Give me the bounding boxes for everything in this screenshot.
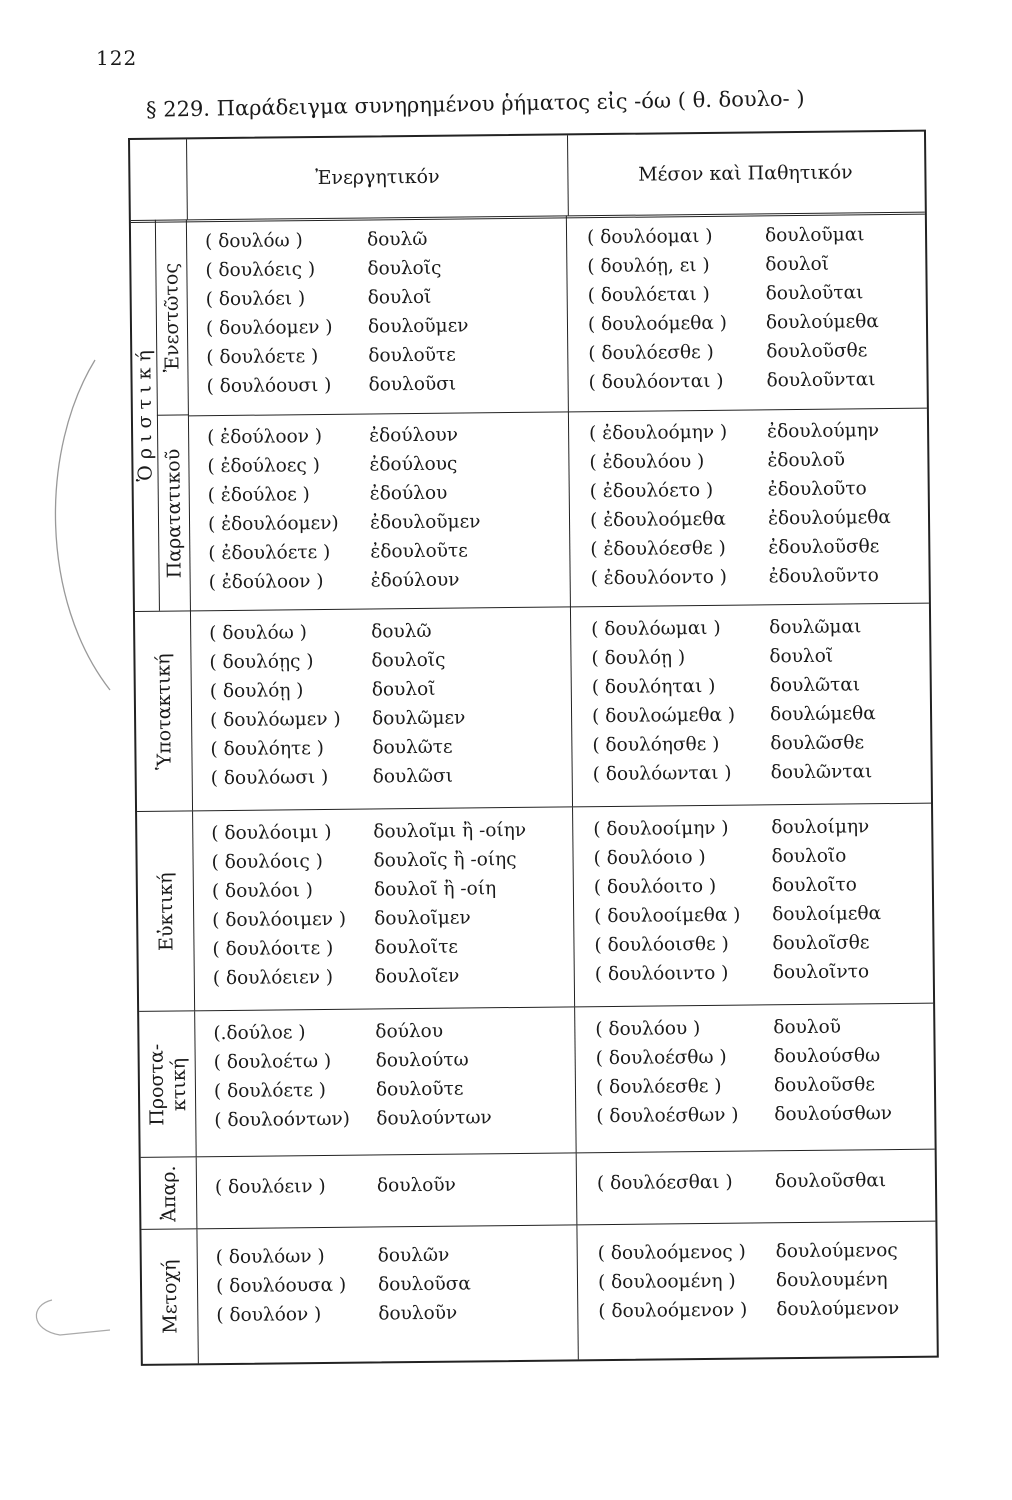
imperative-active <box>195 1007 576 1156</box>
present-label: Ἐνεστῶτος <box>159 262 183 372</box>
form-row <box>213 1019 574 1052</box>
form-row <box>212 906 573 939</box>
contracted-form: ἐδουλοῦντο <box>768 565 879 588</box>
uncontracted-form: ( δουλόωσι ) <box>210 766 329 790</box>
form-row <box>590 536 928 569</box>
form-row <box>216 1272 577 1305</box>
uncontracted-form: ( ἐδουλόομεν) <box>207 512 339 536</box>
form-row <box>208 539 569 572</box>
uncontracted-form: ( δουλόοιο ) <box>593 846 706 870</box>
form-row <box>210 677 571 710</box>
optative-middle-passive <box>573 804 933 1007</box>
uncontracted-form: ( δουλόοιτο ) <box>593 875 717 899</box>
uncontracted-form: ( δουλοώμεθα ) <box>591 704 736 728</box>
form-row <box>214 1048 575 1081</box>
contracted-form: δουλούμενος <box>775 1240 898 1263</box>
form-row <box>207 423 568 456</box>
uncontracted-form: ( δουλοομένη ) <box>597 1270 736 1294</box>
uncontracted-form: ( δουλόομαι ) <box>586 225 713 249</box>
conjugation-table <box>128 130 939 1366</box>
uncontracted-form: ( δουλόοιμεν ) <box>212 908 347 932</box>
contracted-form: δουλοῖο <box>771 845 847 868</box>
contracted-form: δουλῶμεν <box>371 707 466 730</box>
imperative-middle-passive <box>575 1004 934 1153</box>
contracted-form: δουλῶται <box>769 674 861 697</box>
uncontracted-form: ( δουλόειεν ) <box>212 966 334 990</box>
uncontracted-form: ( δουλόοις ) <box>211 850 324 874</box>
page-number: 122 <box>96 46 138 70</box>
form-row <box>215 1173 576 1206</box>
form-row <box>589 449 927 482</box>
present-middle-passive <box>567 212 927 412</box>
form-row <box>596 1045 934 1078</box>
infinitive-middle-passive <box>577 1150 936 1225</box>
uncontracted-form: ( ἐδούλοον ) <box>208 570 324 594</box>
uncontracted-form: ( δουλόοιτε ) <box>212 937 334 961</box>
contracted-form: δουλοῦται <box>765 282 864 305</box>
infinitive-label: Ἀπαρ. <box>157 1164 180 1222</box>
form-row <box>592 674 930 707</box>
form-row <box>591 645 929 678</box>
uncontracted-form: ( δουλόεσθε ) <box>588 341 714 365</box>
imperfect-block <box>189 408 929 612</box>
mood-imperative <box>139 1004 934 1158</box>
uncontracted-form: ( δουλόωμαι ) <box>591 617 721 641</box>
contracted-form: δουλώμεθα <box>769 703 876 726</box>
participle-label: Μετοχή <box>158 1259 182 1334</box>
indicative-label: Ὁ ρ ι σ τ ι κ ή <box>133 349 157 482</box>
imperative-label: Προστα- κτική <box>144 1043 190 1126</box>
pencil-curve-mark <box>55 360 110 690</box>
uncontracted-form: ( δουλόησθε ) <box>592 733 720 757</box>
contracted-form: δουλοῦτε <box>375 1078 464 1101</box>
mood-indicative <box>131 212 929 612</box>
uncontracted-form: ( δουλοόντων) <box>214 1108 351 1132</box>
form-row <box>592 732 930 765</box>
contracted-form: ἐδουλούμην <box>767 420 880 443</box>
contracted-form: δουλοῦν <box>378 1302 458 1325</box>
uncontracted-form: ( δουλόετε ) <box>206 346 319 369</box>
participle-active <box>197 1225 578 1363</box>
uncontracted-form: ( δουλόων ) <box>215 1246 325 1269</box>
form-row <box>211 764 572 797</box>
uncontracted-form: ( δουλόεις ) <box>205 259 316 282</box>
form-row <box>589 420 927 453</box>
form-row <box>587 253 925 286</box>
uncontracted-form: ( ἐδουλόετε ) <box>208 541 331 565</box>
uncontracted-form: ( δουλόετε ) <box>213 1079 327 1103</box>
form-row <box>593 816 931 849</box>
form-row <box>210 735 571 768</box>
form-row <box>596 1103 934 1136</box>
form-row <box>207 452 568 485</box>
contracted-form: δουλοῦ <box>773 1016 842 1039</box>
imperfect-label: Παρατατικοῦ <box>161 448 186 579</box>
contracted-form: δουλῶ <box>371 620 432 643</box>
contracted-form: δουλοίμεθα <box>772 903 882 926</box>
uncontracted-form: ( δουλοοίμην ) <box>593 817 729 841</box>
contracted-form: δουλοῖ <box>367 286 432 309</box>
indicative-labels <box>131 219 191 611</box>
contracted-form: δουλῶμαι <box>769 616 862 639</box>
contracted-form: δουλουμένη <box>775 1269 888 1292</box>
contracted-form: δουλοῦσι <box>368 373 457 396</box>
uncontracted-form: ( ἐδούλοον ) <box>207 425 323 449</box>
header-active: Ἐνεργητικόν <box>186 135 569 219</box>
form-row <box>591 616 929 649</box>
uncontracted-form: ( δουλοέσθω ) <box>595 1046 727 1070</box>
uncontracted-form: ( δουλόῃ ) <box>209 680 304 703</box>
uncontracted-form: ( δουλοόμενος ) <box>597 1241 746 1265</box>
uncontracted-form: ( δουλοοίμεθα ) <box>594 904 741 928</box>
subjunctive-middle-passive <box>571 604 931 807</box>
contracted-form: δουλούσθω <box>773 1045 881 1068</box>
form-row <box>209 568 570 601</box>
contracted-form: δουλοῦσθε <box>773 1074 876 1097</box>
form-row <box>216 1243 577 1276</box>
contracted-form: δουλοῖ <box>769 645 834 668</box>
form-row <box>213 964 574 997</box>
contracted-form: δουλοῦμαι <box>764 224 865 247</box>
contracted-form: δουλοῦσα <box>377 1273 471 1296</box>
header-middle-passive: Μέσον καὶ Παθητικόν <box>638 161 853 186</box>
contracted-form: ἐδουλοῦτε <box>370 540 468 563</box>
subjunctive-label: Ὑποτακτική <box>151 652 176 770</box>
uncontracted-form: ( ἐδουλόεσθε ) <box>590 537 726 561</box>
contracted-form: δουλοῦν <box>376 1174 456 1197</box>
contracted-form: δουλοῖ <box>371 678 436 701</box>
optative-active <box>193 807 575 1010</box>
contracted-form: δουλῶ <box>366 228 428 251</box>
uncontracted-form: ( δουλοέτω ) <box>213 1050 332 1074</box>
mood-infinitive <box>141 1150 936 1230</box>
contracted-form: δουλοῖς <box>371 649 446 672</box>
uncontracted-form: ( δουλόῃ, ει ) <box>587 254 710 278</box>
uncontracted-form: ( δουλόω ) <box>209 622 307 645</box>
contracted-form: δουλούμενον <box>776 1297 900 1321</box>
contracted-form: δουλοῖ ἢ -οίη <box>373 878 497 901</box>
form-row <box>209 648 570 681</box>
uncontracted-form: ( δουλόηται ) <box>591 675 716 699</box>
uncontracted-form: ( δουλόοι ) <box>211 880 313 903</box>
contracted-form: δουλοῖ <box>765 253 830 276</box>
form-row <box>592 703 930 736</box>
form-row <box>588 282 926 315</box>
contracted-form: ἐδουλούμεθα <box>767 507 891 530</box>
form-row <box>593 845 931 878</box>
uncontracted-form: ( δουλόῃς ) <box>209 651 314 674</box>
imperfect-active <box>189 411 571 611</box>
uncontracted-form: ( ἐδουλόετο ) <box>589 479 714 503</box>
form-row <box>206 372 567 405</box>
contracted-form: ἐδουλοῦ <box>767 449 846 472</box>
contracted-form: δουλοῖντο <box>772 961 870 984</box>
form-row <box>595 961 933 994</box>
form-row <box>587 224 925 257</box>
uncontracted-form: ( δουλόου ) <box>595 1018 701 1041</box>
uncontracted-form: ( δουλόῃ ) <box>591 647 686 670</box>
form-row <box>210 706 571 739</box>
uncontracted-form: ( ἐδουλόοντο ) <box>590 566 728 590</box>
participle-middle-passive <box>577 1222 936 1360</box>
form-row <box>214 1106 575 1139</box>
contracted-form: δουλοῖμι ἢ -οίην <box>373 819 527 843</box>
uncontracted-form: ( δουλόον ) <box>216 1304 322 1327</box>
uncontracted-form: (.δούλοε ) <box>213 1022 306 1045</box>
contracted-form: ἐδούλου <box>369 482 448 505</box>
uncontracted-form: ( δουλόωμεν ) <box>209 708 341 732</box>
contracted-form: ἐδουλοῦμεν <box>369 511 481 534</box>
uncontracted-form: ( δουλόητε ) <box>210 737 324 761</box>
uncontracted-form: ( δουλόουσι ) <box>206 374 332 398</box>
form-row <box>588 369 926 402</box>
form-row <box>598 1269 936 1302</box>
form-row <box>588 340 926 373</box>
form-row <box>590 478 928 511</box>
uncontracted-form: ( δουλόοιντο ) <box>594 962 729 986</box>
uncontracted-form: ( δουλόεται ) <box>587 283 710 307</box>
contracted-form: δουλοίμην <box>771 816 870 839</box>
form-row <box>596 1074 934 1107</box>
form-row <box>205 256 566 289</box>
contracted-form: δουλοῖεν <box>374 965 460 988</box>
form-row <box>590 507 928 540</box>
form-row <box>598 1298 936 1331</box>
form-row <box>214 1077 575 1110</box>
uncontracted-form: ( δουλόω ) <box>204 230 303 253</box>
optative-label: Εὐκτική <box>154 871 178 951</box>
mood-participle <box>141 1222 936 1364</box>
form-row <box>205 227 566 260</box>
contracted-form: δουλοῦσθε <box>766 340 868 363</box>
pencil-bracket-mark <box>36 1300 110 1335</box>
mood-optative <box>137 804 933 1012</box>
form-row <box>216 1301 577 1334</box>
uncontracted-form: ( ἐδουλόου ) <box>589 450 705 474</box>
uncontracted-form: ( δουλόεσθαι ) <box>596 1171 733 1195</box>
form-row <box>598 1240 936 1273</box>
contracted-form: ἐδούλους <box>369 453 458 476</box>
uncontracted-form: ( δουλοόμεθα ) <box>587 312 728 336</box>
uncontracted-form: ( δουλόει ) <box>205 288 306 311</box>
form-row <box>588 311 926 344</box>
uncontracted-form: ( δουλοόμενον ) <box>598 1299 748 1323</box>
contracted-form: ἐδούλουν <box>370 569 460 592</box>
contracted-form: δουλούντων <box>376 1107 492 1130</box>
table-header <box>130 132 925 223</box>
contracted-form: δουλοῦμεν <box>367 315 469 338</box>
uncontracted-form: ( ἐδουλοόμεθα <box>589 508 726 532</box>
mood-subjunctive <box>135 604 931 812</box>
uncontracted-form: ( ἐδούλοε ) <box>207 484 310 507</box>
contracted-form: δουλοῦνται <box>766 369 876 392</box>
contracted-form: ἐδούλουν <box>369 424 459 447</box>
contracted-form: δουλῶσι <box>372 765 454 788</box>
form-row <box>208 481 569 514</box>
uncontracted-form: ( ἐδουλοόμην ) <box>589 421 728 445</box>
contracted-form: δούλου <box>375 1020 444 1043</box>
contracted-form: δουλῶνται <box>770 761 873 784</box>
form-row <box>211 848 572 881</box>
uncontracted-form: ( δουλόοιμι ) <box>211 821 332 845</box>
contracted-form: δουλοῦτε <box>368 344 456 367</box>
form-row <box>212 877 573 910</box>
section-title: § 229. Παράδειγμα συνηρημένου ῥήματος εἰς -όω ( θ. δουλο- ) <box>145 86 805 122</box>
uncontracted-form: ( δουλόεσθε ) <box>595 1075 722 1099</box>
form-row <box>595 1016 933 1049</box>
contracted-form: δουλῶσθε <box>770 732 865 755</box>
form-row <box>208 510 569 543</box>
contracted-form: δουλῶτε <box>372 736 453 759</box>
form-row <box>594 874 932 907</box>
present-block <box>187 212 927 417</box>
form-row <box>209 619 570 652</box>
form-row <box>206 343 567 376</box>
contracted-form: δουλῶν <box>377 1244 450 1267</box>
subjunctive-active <box>191 607 573 810</box>
form-row <box>212 935 573 968</box>
contracted-form: δουλοῦσθαι <box>774 1170 887 1193</box>
contracted-form: δουλοῖμεν <box>374 907 471 930</box>
uncontracted-form: ( δουλόονται ) <box>588 370 724 394</box>
uncontracted-form: ( δουλόειν ) <box>214 1175 326 1199</box>
form-row <box>593 761 931 794</box>
contracted-form: δουλοῖς ἢ -οίης <box>373 848 517 872</box>
contracted-form: ἐδουλοῦτο <box>767 478 867 501</box>
contracted-form: δουλοῖσθε <box>772 932 870 955</box>
form-row <box>206 314 567 347</box>
uncontracted-form: ( δουλόουσα ) <box>215 1274 347 1298</box>
contracted-form: ἐδουλοῦσθε <box>768 536 880 559</box>
form-row <box>211 819 572 852</box>
form-row <box>206 285 567 318</box>
contracted-form: δουλοῖτε <box>374 936 459 959</box>
form-row <box>594 932 932 965</box>
contracted-form: δουλούσθων <box>774 1103 893 1126</box>
uncontracted-form: ( δουλόομεν ) <box>205 316 333 340</box>
contracted-form: δουλοῖς <box>367 257 442 280</box>
imperfect-middle-passive <box>569 408 929 608</box>
present-active <box>187 215 569 415</box>
contracted-form: δουλούτω <box>375 1049 469 1072</box>
form-row <box>594 903 932 936</box>
form-row <box>597 1170 935 1203</box>
contracted-form: δουλοῖτο <box>771 874 857 897</box>
uncontracted-form: ( δουλοέσθων ) <box>596 1104 739 1128</box>
uncontracted-form: ( ἐδούλοες ) <box>207 455 321 478</box>
uncontracted-form: ( δουλόοισθε ) <box>594 933 729 957</box>
form-row <box>591 565 929 598</box>
uncontracted-form: ( δουλόωνται ) <box>592 762 732 786</box>
contracted-form: δουλούμεθα <box>765 311 879 334</box>
infinitive-active <box>197 1153 578 1228</box>
